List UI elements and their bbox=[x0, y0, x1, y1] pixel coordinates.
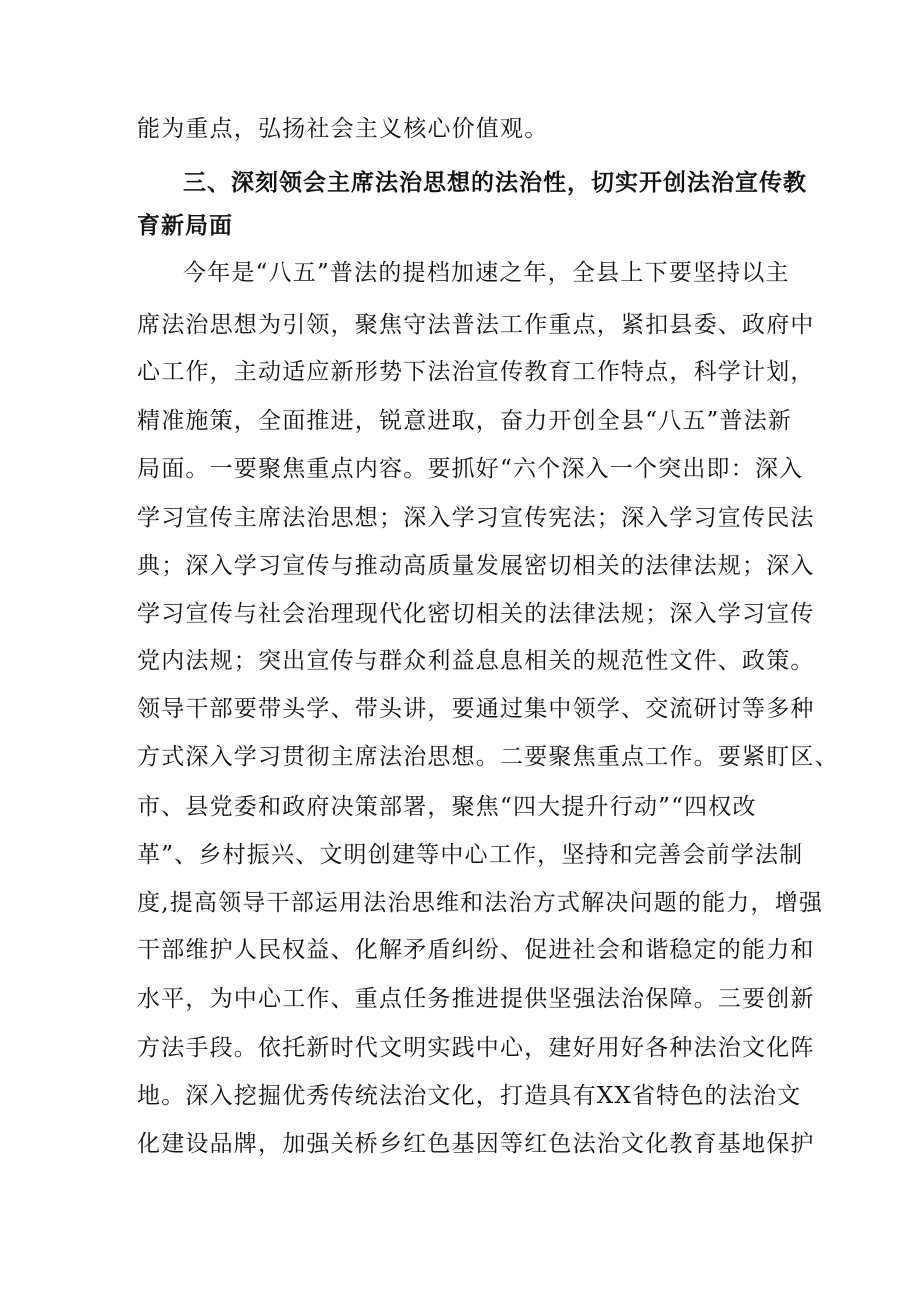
paragraph-line: 席法治思想为引领，聚焦守法普法工作重点，紧扣县委、政府中 bbox=[137, 312, 815, 338]
paragraph-line: 水平，为中心工作、重点任务推进提供坚强法治保障。三要创新 bbox=[137, 986, 815, 1012]
paragraph-line: 心工作，主动适应新形势下法治宣传教育工作特点，科学计划， bbox=[137, 359, 815, 385]
paragraph-line: 干部维护人民权益、化解矛盾纠纷、促进社会和谐稳定的能力和 bbox=[137, 937, 815, 963]
paragraph-line: 度,提高领导干部运用法治思维和法治方式解决问题的能力，增强 bbox=[137, 890, 824, 916]
paragraph-line: 领导干部要带头学、带头讲，要通过集中领学、交流研讨等多种 bbox=[137, 696, 815, 722]
paragraph-line: 化建设品牌，加强关桥乡红色基因等红色法治文化教育基地保护 bbox=[137, 1131, 815, 1157]
section-heading: 三、深刻领会主席法治思想的法治性，切实开创法治宣传教 bbox=[183, 170, 807, 196]
paragraph-line: 市、县党委和政府决策部署，聚焦“四大提升行动”“四权改 bbox=[137, 794, 757, 820]
paragraph-line: 党内法规；突出宣传与群众利益息息相关的规范性文件、政策。 bbox=[137, 648, 815, 674]
paragraph-line: 典；深入学习宣传与推动高质量发展密切相关的法律法规；深入 bbox=[137, 553, 815, 579]
paragraph-line: 学习宣传主席法治思想；深入学习宣传宪法；深入学习宣传民法 bbox=[137, 505, 815, 531]
paragraph-line: 精准施策，全面推进，锐意进取，奋力开创全县“八五”普法新 bbox=[137, 408, 793, 434]
paragraph-line: 能为重点，弘扬社会主义核心价值观。 bbox=[137, 116, 549, 142]
paragraph-line: 局面。一要聚焦重点内容。要抓好“六个深入一个突出即：深入 bbox=[137, 456, 804, 482]
paragraph-line: 革”、乡村振兴、文明创建等中心工作，坚持和完善会前学法制 bbox=[137, 842, 804, 868]
paragraph-line: 方式深入学习贯彻主席法治思想。二要聚焦重点工作。要紧盯区、 bbox=[137, 744, 839, 770]
paragraph-line: 学习宣传与社会治理现代化密切相关的法律法规；深入学习宣传 bbox=[137, 601, 815, 627]
paragraph-line: 今年是“八五”普法的提档加速之年，全县上下要坚持以主 bbox=[183, 260, 790, 286]
paragraph-line: 地。深入挖掘优秀传统法治文化，打造具有XX省特色的法治文 bbox=[137, 1083, 802, 1109]
section-heading-continued: 育新局面 bbox=[137, 213, 233, 239]
paragraph-line: 方法手段。依托新时代文明实践中心，建好用好各种法治文化阵 bbox=[137, 1035, 815, 1061]
